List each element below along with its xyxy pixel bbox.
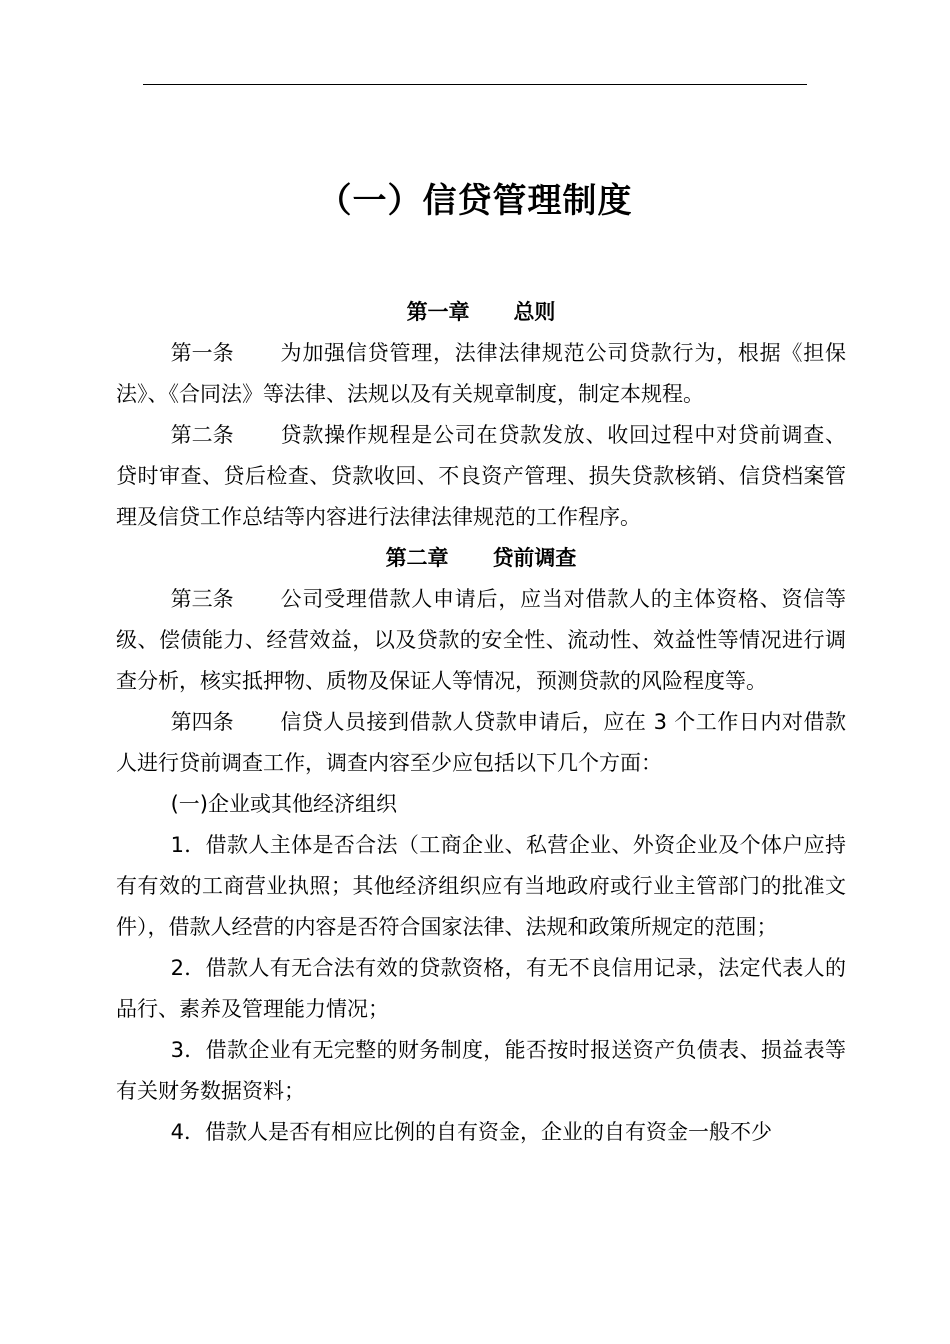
document-body xyxy=(116,292,846,1153)
article-label: 第四条 xyxy=(170,710,234,734)
subsection-heading: (一)企业或其他经济组织 xyxy=(170,792,397,816)
chapter-title: 总则 xyxy=(513,300,556,324)
chapter-number: 第一章 xyxy=(406,300,470,324)
list-item: 2．借款人有无合法有效的贷款资格，有无不良信用记录，法定代表人的品行、素养及管理能力情况； xyxy=(116,956,846,1021)
chapter-heading-1 xyxy=(116,292,846,333)
chapter-number: 第二章 xyxy=(385,546,449,570)
chapter-title: 贷前调查 xyxy=(492,546,577,570)
article-text: 贷款操作规程是公司在贷款发放、收回过程中对贷前调查、贷时审查、贷后检查、贷款收回、不良资产管理、损失贷款核销、信贷档案管理及信贷工作总结等内容进行法律法律规范的工作程序。 xyxy=(116,423,846,529)
list-item: 3．借款企业有无完整的财务制度，能否按时报送资产负债表、损益表等有关财务数据资料； xyxy=(116,1038,846,1103)
article-text: 为加强信贷管理，法律法律规范公司贷款行为，根据《担保法》、《合同法》等法律、法规以及有关规章制度，制定本规程。 xyxy=(116,341,846,406)
article-text: 公司受理借款人申请后，应当对借款人的主体资格、资信等级、偿债能力、经营效益，以及贷款的安全性、流动性、效益性等情况进行调查分析，核实抵押物、质物及保证人等情况，预测贷款的风险程度等。 xyxy=(116,587,846,693)
article-4 xyxy=(116,702,846,784)
article-3 xyxy=(116,579,846,702)
article-1 xyxy=(116,333,846,415)
header-rule xyxy=(143,84,807,85)
list-item: 4．借款人是否有相应比例的自有资金，企业的自有资金一般不少 xyxy=(170,1120,772,1144)
document-title: （一）信贷管理制度 xyxy=(317,180,633,221)
article-label: 第三条 xyxy=(170,587,234,611)
list-item: 1．借款人主体是否合法（工商企业、私营企业、外资企业及个体户应持有有效的工商营业执照；其他经济组织应有当地政府或行业主管部门的批准文件），借款人经营的内容是否符合国家法律、法规和政策所规定的范围； xyxy=(116,833,846,939)
article-label: 第二条 xyxy=(170,423,234,447)
chapter-heading-2 xyxy=(116,538,846,579)
article-text: 信贷人员接到借款人贷款申请后，应在 3 个工作日内对借款人进行贷前调查工作，调查内容至少应包括以下几个方面： xyxy=(116,710,846,775)
article-2 xyxy=(116,415,846,538)
article-label: 第一条 xyxy=(170,341,234,365)
